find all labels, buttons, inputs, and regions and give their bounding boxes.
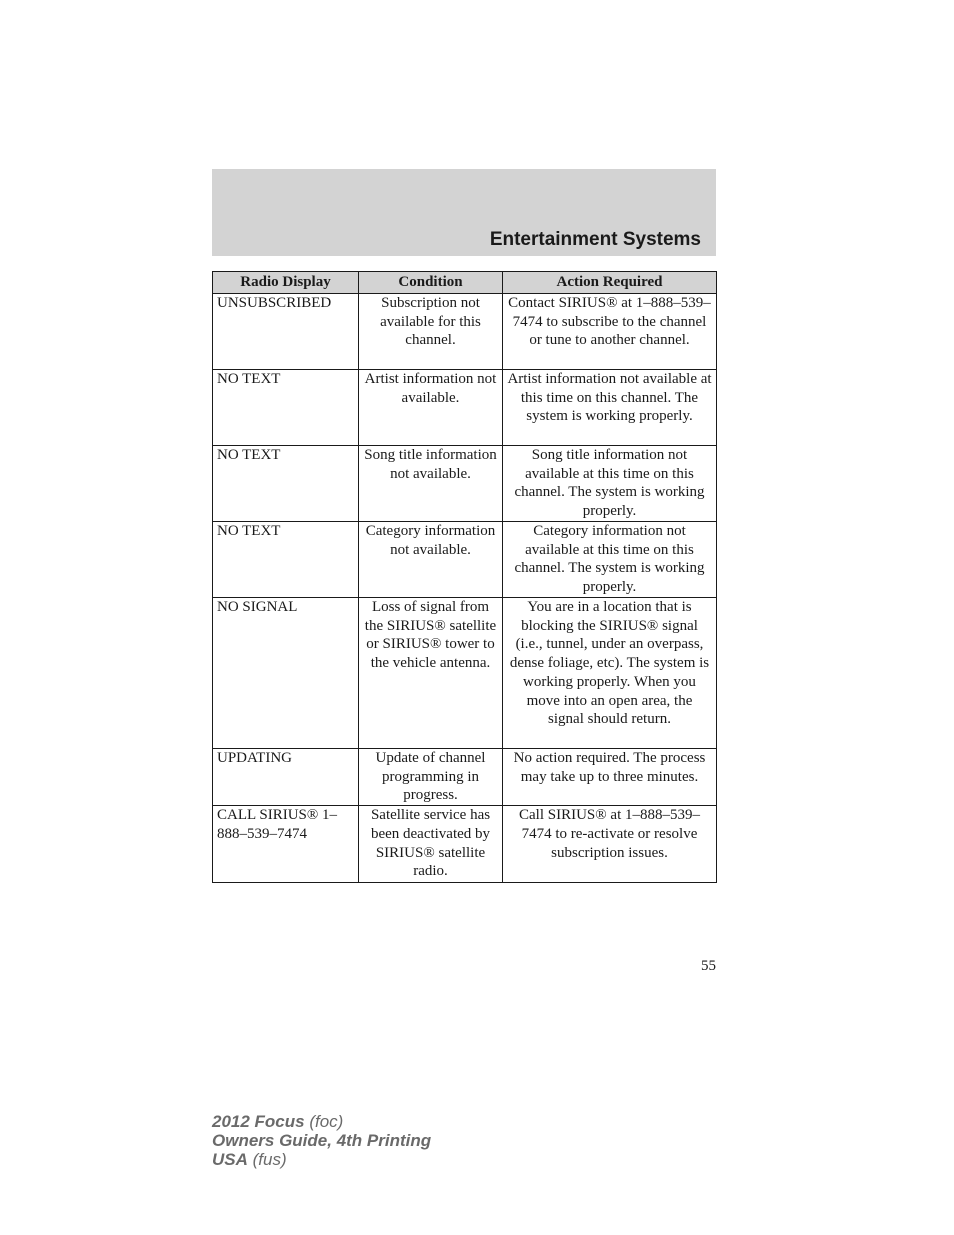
footer-guide-printing: Owners Guide, 4th Printing [212, 1131, 432, 1150]
cell-condition: Category information not available. [359, 522, 503, 598]
cell-radio-display: NO TEXT [213, 522, 359, 598]
cell-action-required: Contact SIRIUS® at 1–888–539–7474 to subscribe to the channel or tune to another channel. [503, 294, 717, 370]
table-row [213, 598, 717, 749]
cell-radio-display: UPDATING [213, 749, 359, 806]
cell-radio-display: CALL SIRIUS® 1–888–539–7474 [213, 806, 359, 883]
cell-action-required: Call SIRIUS® at 1–888–539–7474 to re-activate or resolve subscription issues. [503, 806, 717, 883]
page-number: 55 [701, 958, 716, 974]
footer-edition-info [212, 1112, 431, 1169]
cell-condition: Satellite service has been deactivated by SIRIUS® satellite radio. [359, 806, 503, 883]
footer-model-code: (foc) [304, 1112, 344, 1131]
table-row [213, 522, 717, 598]
table-row [213, 294, 717, 370]
cell-condition: Song title information not available. [359, 446, 503, 522]
cell-action-required: Song title information not available at this time on this channel. The system is working properly. [503, 446, 717, 522]
footer-line-guide [212, 1131, 431, 1150]
table-row [213, 806, 717, 883]
footer-line-model [212, 1112, 431, 1131]
footer-line-market [212, 1150, 431, 1169]
table-header-row [213, 272, 717, 294]
cell-action-required: No action required. The process may take up to three minutes. [503, 749, 717, 806]
cell-condition: Subscription not available for this channel. [359, 294, 503, 370]
cell-action-required: You are in a location that is blocking the SIRIUS® signal (i.e., tunnel, under an overpass, dense foliage, etc). The system is working properly. When you move into an open area, the signal should return. [503, 598, 717, 749]
cell-action-required: Artist information not available at this time on this channel. The system is working properly. [503, 370, 717, 446]
footer-market-code: (fus) [247, 1150, 287, 1169]
footer-model: 2012 Focus [212, 1112, 305, 1131]
table-row [213, 749, 717, 806]
footer-market: USA [212, 1150, 248, 1169]
column-header-radio-display: Radio Display [213, 272, 359, 294]
cell-radio-display: NO TEXT [213, 370, 359, 446]
cell-radio-display: NO TEXT [213, 446, 359, 522]
column-header-action-required: Action Required [503, 272, 717, 294]
cell-radio-display: NO SIGNAL [213, 598, 359, 749]
cell-condition: Update of channel programming in progress. [359, 749, 503, 806]
cell-condition: Artist information not available. [359, 370, 503, 446]
cell-radio-display: UNSUBSCRIBED [213, 294, 359, 370]
table-row [213, 446, 717, 522]
radio-display-table [212, 271, 717, 883]
column-header-condition: Condition [359, 272, 503, 294]
table-row [213, 370, 717, 446]
cell-condition: Loss of signal from the SIRIUS® satellite or SIRIUS® tower to the vehicle antenna. [359, 598, 503, 749]
cell-action-required: Category information not available at this time on this channel. The system is working properly. [503, 522, 717, 598]
section-title: Entertainment Systems [489, 229, 701, 250]
header-band [212, 169, 716, 256]
